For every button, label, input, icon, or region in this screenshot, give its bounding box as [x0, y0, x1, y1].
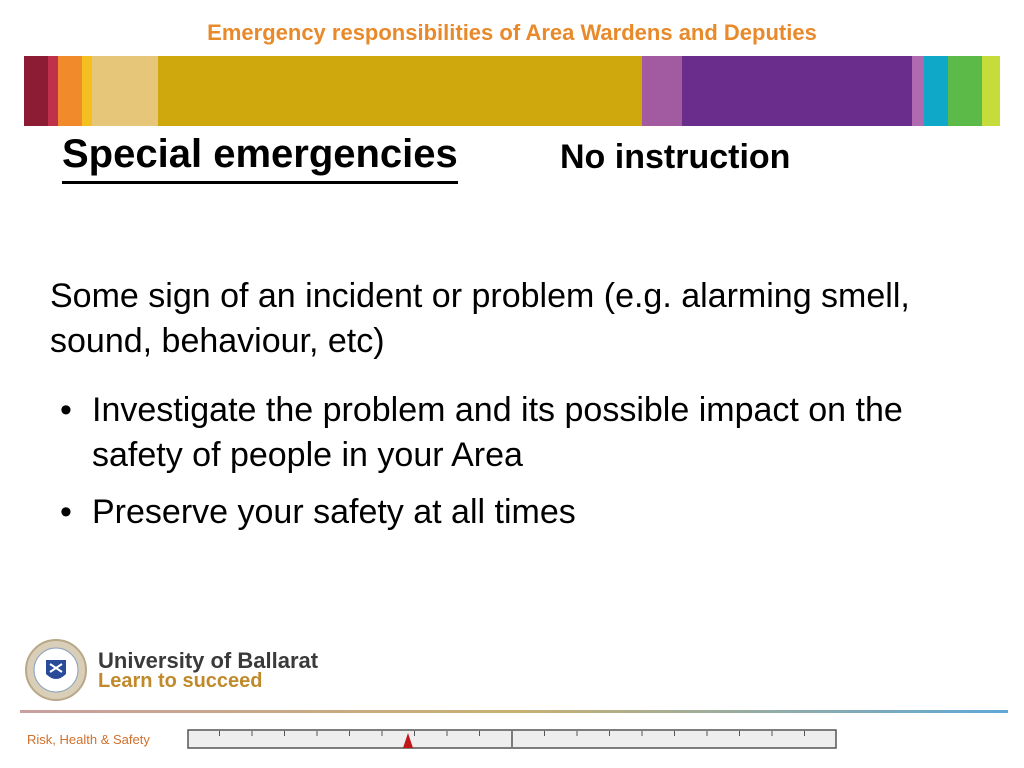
band-segment: [982, 56, 1000, 126]
footer-label: Risk, Health & Safety: [27, 732, 150, 747]
bullet-list: [60, 388, 960, 547]
shield-icon: [46, 660, 66, 679]
slide-progress-bar: [187, 729, 837, 749]
band-segment: [682, 56, 912, 126]
band-segment: [642, 56, 682, 126]
bullet-icon: •: [60, 493, 72, 531]
decorative-color-band: [24, 56, 1000, 126]
footer-divider: [20, 710, 1008, 713]
band-segment: [912, 56, 924, 126]
bullet-text: Preserve your safety at all times: [92, 493, 576, 531]
band-segment: [82, 56, 92, 126]
bullet-text: Investigate the problem and its possible impact on the safety of people in your Area: [92, 391, 903, 474]
band-segment: [924, 56, 948, 126]
band-segment: [158, 56, 642, 126]
band-segment: [58, 56, 82, 126]
band-segment: [24, 56, 48, 126]
slide-title: Special emergencies: [62, 132, 458, 184]
band-segment: [48, 56, 58, 126]
band-segment: [948, 56, 982, 126]
bullet-item: [60, 490, 960, 535]
logo-tagline: Learn to succeed: [98, 670, 263, 692]
bullet-item: [60, 388, 960, 478]
logo-name: University of Ballarat: [98, 648, 319, 673]
band-segment: [92, 56, 158, 126]
slide-subtitle: No instruction: [560, 138, 791, 176]
header-title: Emergency responsibilities of Area Wardens and Deputies: [207, 20, 817, 45]
slide-title-block: [62, 132, 458, 184]
bullet-icon: •: [60, 391, 72, 429]
intro-paragraph: Some sign of an incident or problem (e.g. alarming smell, sound, behaviour, etc): [50, 277, 910, 360]
